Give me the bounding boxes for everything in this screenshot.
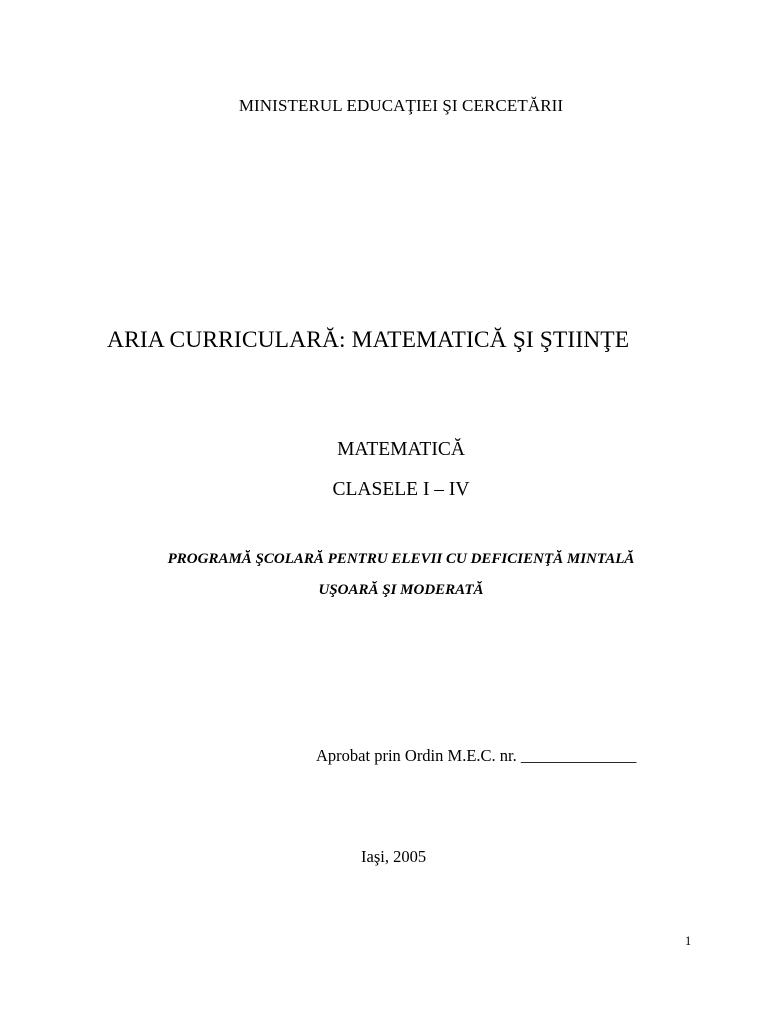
grades-title: CLASELE I – IV	[332, 479, 470, 500]
programme-title-line-1: PROGRAMĂ ŞCOLARĂ PENTRU ELEVII CU DEFICIENŢĂ MINTALĂ	[167, 551, 635, 567]
subject-title: MATEMATICĂ	[337, 439, 465, 460]
place-date: Iaşi, 2005	[361, 847, 427, 866]
curricular-area-title: ARIA CURRICULARĂ: MATEMATICĂ ŞI ŞTIINŢE	[107, 327, 630, 353]
approval-line: Aprobat prin Ordin M.E.C. nr. ______________	[316, 746, 637, 765]
ministry-heading: MINISTERUL EDUCAŢIEI ŞI CERCETĂRII	[238, 96, 564, 115]
programme-title-line-2: UŞOARĂ ŞI MODERATĂ	[318, 582, 484, 598]
page-number: 1	[685, 934, 692, 948]
